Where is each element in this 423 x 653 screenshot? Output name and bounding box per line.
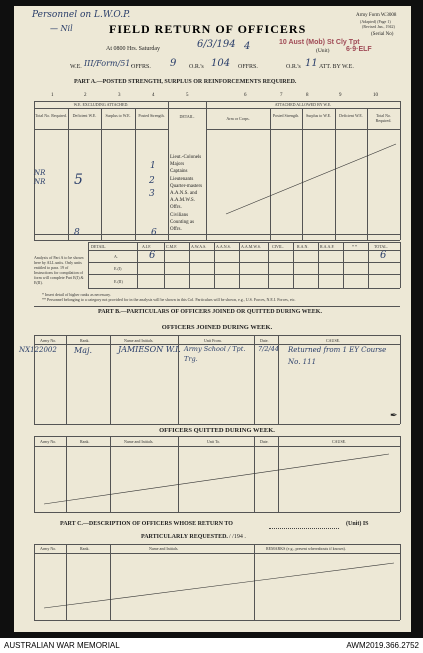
joined-title: OFFICERS JOINED DURING WEEK. bbox=[161, 324, 273, 331]
rank-label: A.A.N.S. and bbox=[170, 191, 198, 197]
col-number: 2 bbox=[84, 93, 87, 98]
col-number: 6 bbox=[244, 93, 247, 98]
rank-label: A.A.M.W.S. Offrs. bbox=[170, 198, 195, 211]
joined-col-header: Unit From. bbox=[204, 338, 222, 343]
joined-unit-from: Army School / Tpt. Trg. bbox=[184, 345, 246, 363]
joined-name: JAMIESON W.I. bbox=[118, 345, 181, 354]
part-c-col-header: Army No. bbox=[40, 546, 57, 551]
handwritten-note-nil: — Nil bbox=[50, 24, 73, 33]
col-number: 8 bbox=[306, 93, 309, 98]
col-header: Arm or Corps. bbox=[226, 116, 250, 121]
col-number: 1 bbox=[51, 93, 54, 98]
handwritten-not-required: NR NR bbox=[34, 169, 46, 186]
analysis-header: A.A.N.S. bbox=[216, 244, 231, 249]
we-excluding-header: W.E. EXCLUDING ATTACHED. bbox=[73, 102, 129, 107]
serial-label: (Serial No) bbox=[371, 32, 394, 37]
footnote: * Insert detail of higher ranks as necessary. bbox=[42, 292, 111, 297]
joined-col-header: CAUSE. bbox=[326, 338, 341, 343]
analysis-header: A.W.A.S. bbox=[191, 244, 207, 249]
analysis-header: A.I.F. bbox=[142, 244, 152, 249]
col-header: Total No. Required. bbox=[35, 113, 67, 118]
rank-list bbox=[170, 154, 206, 233]
col-number: 4 bbox=[152, 93, 155, 98]
quitted-col-header: Name and Initials. bbox=[124, 439, 154, 444]
analysis-header: R.A.N. bbox=[297, 244, 309, 249]
at-line-label: At 0800 Hrs. Saturday bbox=[106, 46, 160, 52]
analysis-header: CIVIL. bbox=[272, 244, 284, 249]
part-c-col-header: Name and Initials. bbox=[149, 546, 179, 551]
handwritten-note: Personnel on L.W.O.P. bbox=[32, 10, 131, 20]
part-c-heading: PART C.—DESCRIPTION OF OFFICERS WHOSE RETURN TO bbox=[60, 521, 233, 527]
rank-label: Majors bbox=[170, 162, 185, 168]
quitted-col-header: Army No. bbox=[40, 439, 57, 444]
analysis-header: TOTAL. bbox=[374, 244, 388, 249]
analysis-header: DETAIL. bbox=[91, 244, 107, 249]
analysis-note: Analysis of Part A to be shown here by ALL units. Only units entitled to para. 19 of Instructions for compilation of form will complete Part E(I) & E(II). bbox=[34, 255, 84, 285]
part-c-col-header: REMARKS (e.g., present whereabouts if known). bbox=[266, 546, 346, 551]
analysis-header: * * bbox=[352, 244, 357, 249]
quitted-col-header: Unit To. bbox=[207, 439, 221, 444]
att-by-we-label: ATT. BY W.E. bbox=[319, 64, 354, 70]
scribble-mark: ✒ bbox=[390, 410, 398, 420]
rank-label: Lieut.-Colonels bbox=[170, 155, 202, 160]
quitted-title: OFFICERS QUITTED DURING WEEK. bbox=[159, 427, 275, 434]
offrs2-label: OFFRS. bbox=[238, 64, 258, 70]
rank-label: Lieutenants bbox=[170, 176, 194, 182]
army-form-number: Army Form W.3008 bbox=[356, 13, 397, 18]
ors2-value: 11 bbox=[305, 58, 318, 69]
quitted-col-header: Date. bbox=[260, 439, 269, 444]
rank-label: Civilians Counting as Offrs. bbox=[170, 212, 195, 233]
col-number: 3 bbox=[118, 93, 121, 98]
handwritten-posted-1: 1 bbox=[150, 161, 156, 171]
handwritten-total-4: 6 bbox=[151, 228, 157, 238]
handwritten-total-1: 8 bbox=[74, 228, 80, 238]
col-header: Total No. Required. bbox=[375, 113, 392, 123]
col-header: Surplus to W.E. bbox=[305, 113, 332, 118]
rank-label: Quarter-masters bbox=[170, 183, 203, 189]
joined-date: 7/2/44 bbox=[258, 345, 279, 353]
col-header: Surplus to W.E. bbox=[105, 113, 131, 118]
part-c-col-header: Rank. bbox=[80, 546, 90, 551]
attached-allowed-header: ATTACHED ALLOWED BY W.E. bbox=[274, 102, 332, 107]
unit-label: (Unit) bbox=[316, 48, 330, 54]
joined-rank: Maj. bbox=[74, 346, 92, 355]
part-a-heading: PART A.—POSTED STRENGTH, SURPLUS OR REINFORCEMENTS REQUIRED. bbox=[74, 79, 297, 85]
col-header: Posted Strength. bbox=[272, 113, 300, 118]
col-number: 7 bbox=[280, 93, 283, 98]
footer-source: AUSTRALIAN WAR MEMORIAL bbox=[4, 641, 120, 650]
army-form-revised: (Revised Jan., 1942) bbox=[362, 24, 395, 29]
strike-line bbox=[206, 129, 400, 234]
offrs-value: 9 bbox=[170, 58, 177, 69]
ors-label: O.R.'s bbox=[189, 64, 204, 70]
analysis-row-label: E.(I) bbox=[114, 266, 122, 271]
analysis-row-label: E.(II) bbox=[114, 279, 123, 284]
quitted-col-header: Rank. bbox=[80, 439, 90, 444]
analysis-row-label: A. bbox=[114, 254, 118, 259]
analysis-header: A.A.M.W.S. bbox=[241, 244, 261, 249]
detail-header: DETAIL. bbox=[179, 114, 195, 119]
handwritten-total: 6 bbox=[380, 250, 387, 261]
col-header: Deficient W.E. bbox=[339, 113, 363, 118]
part-b-heading: PART B.—PARTICULARS OF OFFICERS JOINED OR QUITTED DURING WEEK. bbox=[98, 309, 322, 315]
offrs-label: OFFRS. bbox=[131, 64, 151, 70]
we-value: III/Form/51. bbox=[84, 59, 133, 68]
serial-stamp: 6·9·ELF bbox=[346, 46, 372, 53]
quitted-col-header: CAUSE. bbox=[332, 439, 347, 444]
document-page bbox=[14, 6, 411, 632]
joined-col-header: Army No. bbox=[40, 338, 57, 343]
footer-accession: AWM2019.366.2752 bbox=[346, 641, 419, 650]
unit-stamp: 10 Aust (Mob) St Cly Tpt bbox=[279, 39, 360, 46]
quitted-strike-line bbox=[34, 446, 400, 512]
col-header: Posted Strength. bbox=[138, 113, 165, 118]
handwritten-date-year: 4 bbox=[244, 41, 251, 52]
joined-col-header: Rank. bbox=[80, 338, 90, 343]
analysis-header: R.A.A.F. bbox=[320, 244, 335, 249]
joined-col-header: Date. bbox=[260, 338, 269, 343]
handwritten-posted-3: 3 bbox=[149, 189, 155, 199]
footer-bar bbox=[0, 638, 423, 653]
rank-label: Captains bbox=[170, 169, 188, 175]
part-c-strike-line bbox=[34, 553, 400, 620]
part-c-requested: PARTICULARLY REQUESTED. bbox=[141, 534, 228, 540]
ors2-label: O.R.'s bbox=[286, 64, 301, 70]
joined-cause: Returned from 1 EY Course No. 111 bbox=[288, 346, 387, 366]
we-label: W.E. bbox=[70, 64, 82, 70]
part-c-date: / /194 . bbox=[229, 534, 246, 540]
army-form-adapted: (Adapted) (Page 1) bbox=[360, 19, 391, 24]
col-number: 10 bbox=[373, 93, 378, 98]
column-number-row bbox=[34, 93, 400, 101]
analysis-header: C.M.F. bbox=[166, 244, 178, 249]
handwritten-date: 6/3/194 bbox=[197, 39, 236, 50]
ors-value: 104 bbox=[211, 58, 231, 69]
col-number: 9 bbox=[339, 93, 342, 98]
handwritten-posted-2: 2 bbox=[149, 176, 155, 186]
part-c-unit-is: (Unit) IS bbox=[346, 521, 369, 527]
handwritten-deficient: 5 bbox=[74, 172, 83, 188]
joined-army-no: NX122002 bbox=[19, 346, 57, 354]
form-title: FIELD RETURN OF OFFICERS bbox=[109, 22, 307, 36]
col-number: 5 bbox=[186, 93, 189, 98]
col-header: Deficient W.E. bbox=[72, 113, 97, 118]
handwritten-aif: 6 bbox=[149, 250, 156, 261]
joined-col-header: Name and Initials. bbox=[124, 338, 154, 343]
footnote: ** Personnel belonging to a category not provided for in the analysis will be shown in this Col. Particulars will be shown, e.g., U.S. Forces, N.E.I. Forces, etc. bbox=[42, 297, 296, 302]
